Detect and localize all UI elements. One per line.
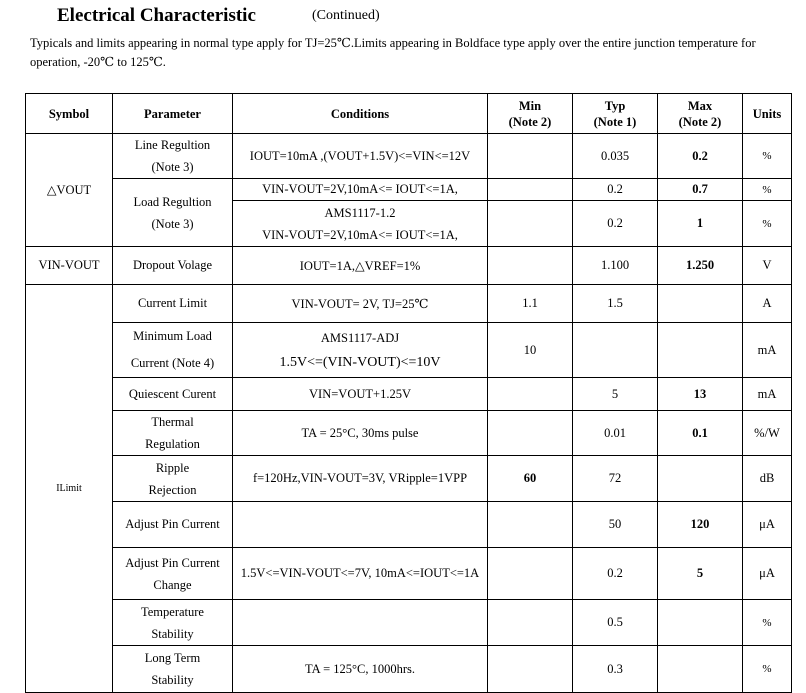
param-long-term-1: Long Term: [144, 651, 201, 665]
header-conditions: Conditions: [233, 94, 488, 134]
header-max-note: (Note 2): [678, 114, 722, 129]
unit-dropout: V: [743, 247, 792, 285]
table-row-load-regulation-1: [26, 179, 792, 201]
cond-min-load-2: 1.5V<=(VIN-VOUT)<=10V: [279, 354, 441, 370]
table-row-long-term-stability: [26, 646, 792, 693]
param-ripple-1: Ripple: [155, 460, 190, 475]
min-line-regulation: [488, 134, 573, 179]
min-load-regulation-2: [488, 201, 573, 247]
typ-minimum-load: [573, 323, 658, 378]
unit-load-regulation-2: %: [743, 201, 792, 247]
symbol-vin-vout: VIN-VOUT: [26, 247, 113, 285]
unit-adjust-pin-change: μA: [743, 548, 792, 600]
param-adj-change-1: Adjust Pin Current: [125, 555, 220, 570]
param-min-load-1: Minimum Load: [133, 329, 212, 343]
param-load-reg-2: (Note 3): [151, 216, 194, 231]
param-thermal-2: Regulation: [145, 437, 200, 451]
typ-dropout: 1.100: [573, 247, 658, 285]
unit-long-term-stability: %: [743, 646, 792, 693]
typ-temperature-stability: 0.5: [573, 600, 658, 646]
max-load-regulation-1: 0.7: [658, 179, 743, 201]
header-parameter: Parameter: [113, 94, 233, 134]
min-load-regulation-1: [488, 179, 573, 201]
min-adjust-pin: [488, 502, 573, 548]
typ-adjust-pin-change: 0.2: [573, 548, 658, 600]
electrical-characteristics-table: [25, 93, 792, 693]
cond-min-load-1: AMS1117-ADJ: [320, 330, 400, 345]
table-row-quiescent: [26, 378, 792, 411]
cond-temperature-stability: [233, 600, 488, 646]
table-row-line-regulation: [26, 134, 792, 179]
param-temp-stab-1: Temperature: [141, 604, 204, 619]
symbol-ilimit: ILimit: [26, 285, 113, 693]
max-minimum-load: [658, 323, 743, 378]
unit-ripple: dB: [743, 456, 792, 502]
cond-adjust-pin-change: 1.5V<=VIN-VOUT<=7V, 10mA<=IOUT<=1A: [233, 548, 488, 600]
table-row-temperature-stability: [26, 600, 792, 646]
param-min-load-2: Current (Note 4): [130, 356, 215, 370]
header-max-label: Max: [687, 98, 713, 113]
typ-load-regulation-2: 0.2: [573, 201, 658, 247]
table-row-adjust-pin-change: [26, 548, 792, 600]
max-ripple: [658, 456, 743, 502]
param-dropout: Dropout Volage: [113, 247, 233, 285]
header-row: [26, 94, 792, 134]
param-quiescent: Quiescent Curent: [113, 378, 233, 411]
header-typ-label: Typ: [604, 98, 626, 113]
max-load-regulation-2: 1: [658, 201, 743, 247]
unit-load-regulation-1: %: [743, 179, 792, 201]
param-line-reg-1: Line Regultion: [134, 138, 211, 152]
param-current-limit: Current Limit: [113, 285, 233, 323]
cond-load-regulation-2: [233, 201, 488, 247]
max-thermal: 0.1: [658, 411, 743, 456]
cond-thermal: TA = 25°C, 30ms pulse: [233, 411, 488, 456]
cond-load-reg-2a: AMS1117-1.2: [324, 205, 396, 220]
header-max: [658, 94, 743, 134]
typ-long-term-stability: 0.3: [573, 646, 658, 693]
unit-minimum-load: mA: [743, 323, 792, 378]
typ-ripple: 72: [573, 456, 658, 502]
max-dropout: 1.250: [658, 247, 743, 285]
max-adjust-pin: 120: [658, 502, 743, 548]
param-temp-stab-2: Stability: [151, 626, 194, 641]
min-quiescent: [488, 378, 573, 411]
min-ripple: 60: [488, 456, 573, 502]
param-line-regulation: [113, 134, 233, 179]
header-min-note: (Note 2): [508, 114, 552, 129]
table-row-dropout: [26, 247, 792, 285]
min-long-term-stability: [488, 646, 573, 693]
param-thermal-1: Thermal: [151, 415, 194, 429]
min-current-limit: 1.1: [488, 285, 573, 323]
header-typ: [573, 94, 658, 134]
page-title: Electrical Characteristic: [57, 5, 256, 26]
cond-ripple: f=120Hz,VIN-VOUT=3V, VRipple=1VPP: [233, 456, 488, 502]
cond-line-regulation: IOUT=10mA ,(VOUT+1.5V)<=VIN<=12V: [233, 134, 488, 179]
typ-current-limit: 1.5: [573, 285, 658, 323]
continued-label: (Continued): [312, 8, 380, 23]
typ-thermal: 0.01: [573, 411, 658, 456]
typ-line-regulation: 0.035: [573, 134, 658, 179]
max-long-term-stability: [658, 646, 743, 693]
cond-long-term-stability: TA = 125°C, 1000hrs.: [233, 646, 488, 693]
header-typ-note: (Note 1): [593, 114, 637, 129]
max-temperature-stability: [658, 600, 743, 646]
table-row-ripple: [26, 456, 792, 502]
cond-minimum-load: [233, 323, 488, 378]
cond-current-limit: VIN-VOUT= 2V, TJ=25℃: [233, 285, 488, 323]
param-adjust-pin: Adjust Pin Current: [113, 502, 233, 548]
table-row-current-limit: [26, 285, 792, 323]
unit-temperature-stability: %: [743, 600, 792, 646]
typ-quiescent: 5: [573, 378, 658, 411]
min-minimum-load: 10: [488, 323, 573, 378]
min-adjust-pin-change: [488, 548, 573, 600]
header-min-label: Min: [518, 98, 542, 113]
param-load-regulation: [113, 179, 233, 247]
max-adjust-pin-change: 5: [658, 548, 743, 600]
unit-line-regulation: %: [743, 134, 792, 179]
unit-adjust-pin: μA: [743, 502, 792, 548]
cond-adjust-pin: [233, 502, 488, 548]
param-ripple: [113, 456, 233, 502]
param-adjust-pin-change: [113, 548, 233, 600]
param-line-reg-2: (Note 3): [151, 160, 194, 174]
table-row-thermal: [26, 411, 792, 456]
header-symbol: Symbol: [26, 94, 113, 134]
param-minimum-load: [113, 323, 233, 378]
param-thermal: [113, 411, 233, 456]
max-line-regulation: 0.2: [658, 134, 743, 179]
param-load-reg-1: Load Regultion: [133, 194, 212, 209]
param-ripple-2: Rejection: [148, 482, 197, 497]
param-adj-change-2: Change: [153, 577, 192, 592]
max-quiescent: 13: [658, 378, 743, 411]
typ-adjust-pin: 50: [573, 502, 658, 548]
table-row-adjust-pin: [26, 502, 792, 548]
symbol-delta-vout: △VOUT: [26, 134, 113, 247]
typ-load-regulation-1: 0.2: [573, 179, 658, 201]
cond-load-regulation-1: VIN-VOUT=2V,10mA<= IOUT<=1A,: [233, 179, 488, 201]
intro-paragraph: Typicals and limits appearing in normal type apply for TJ=25℃.Limits appearing in Boldface type apply over the entire junction temperature for operation, -20℃ to 125℃.: [30, 36, 756, 69]
header-units: Units: [743, 94, 792, 134]
cond-load-reg-2b: VIN-VOUT=2V,10mA<= IOUT<=1A,: [262, 227, 458, 242]
unit-quiescent: mA: [743, 378, 792, 411]
header-min: [488, 94, 573, 134]
unit-current-limit: A: [743, 285, 792, 323]
param-long-term-stability: [113, 646, 233, 693]
min-thermal: [488, 411, 573, 456]
min-temperature-stability: [488, 600, 573, 646]
param-long-term-2: Stability: [151, 673, 194, 687]
table-row-minimum-load: [26, 323, 792, 378]
max-current-limit: [658, 285, 743, 323]
cond-dropout: IOUT=1A,△VREF=1%: [233, 247, 488, 285]
min-dropout: [488, 247, 573, 285]
unit-thermal: %/W: [743, 411, 792, 456]
param-temperature-stability: [113, 600, 233, 646]
cond-quiescent: VIN=VOUT+1.25V: [233, 378, 488, 411]
